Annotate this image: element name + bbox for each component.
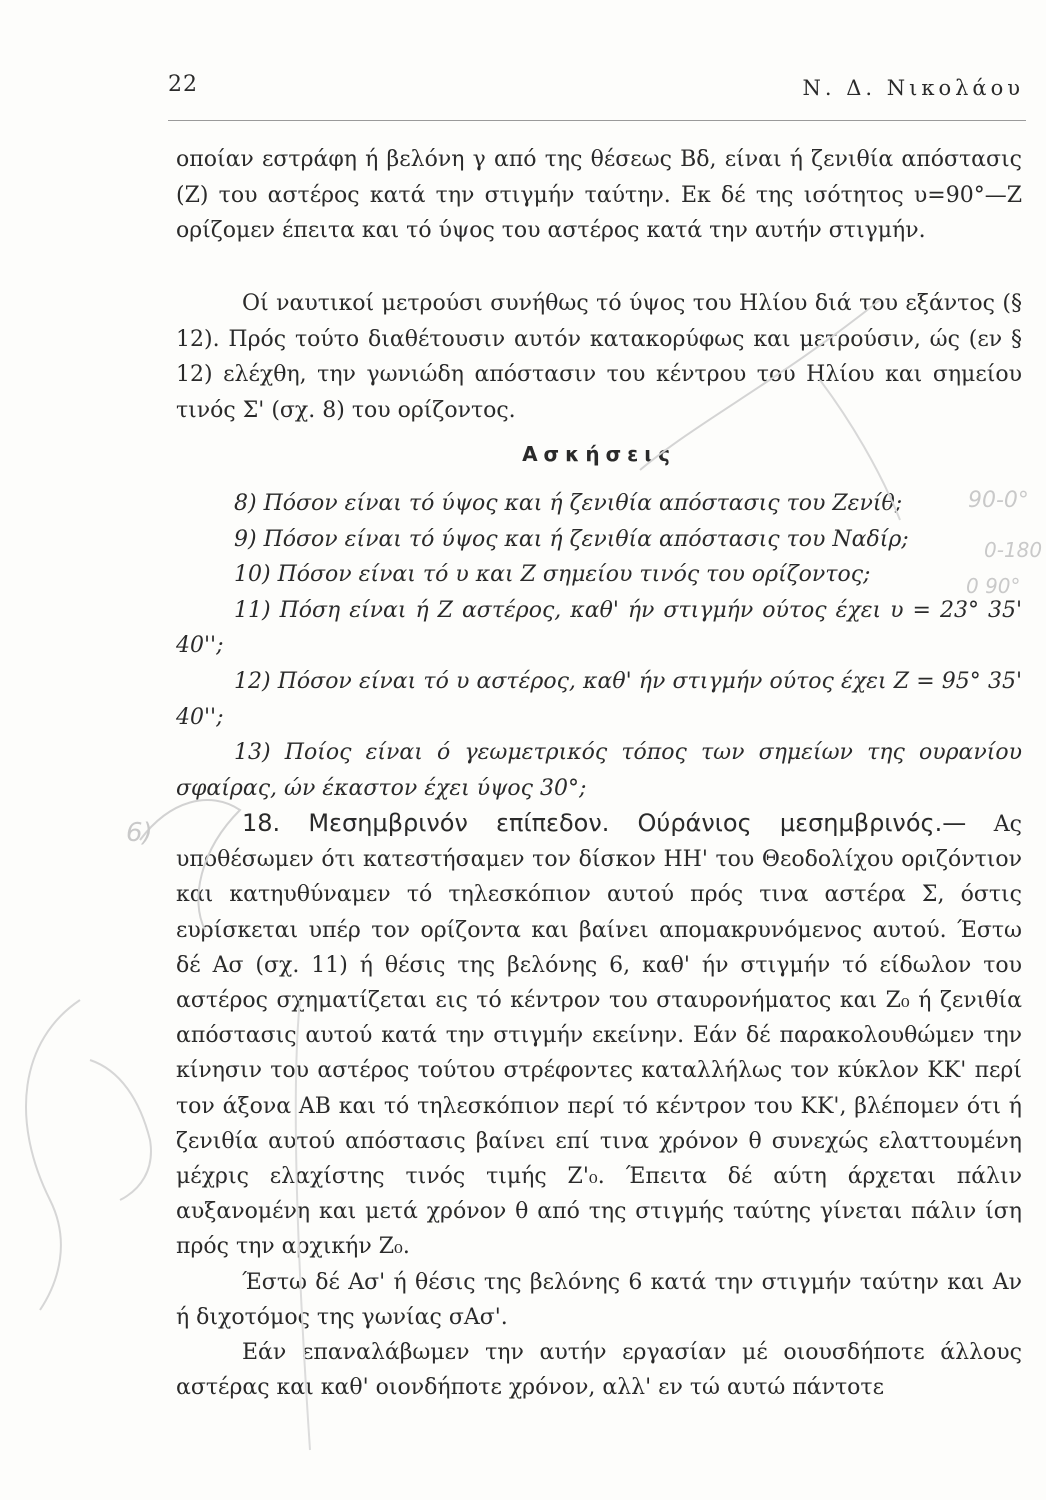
exercise-item: 13) Ποίος είναι ό γεωμετρικός τόπος των σημείων της ουρανίου σφαίρας, ών έκαστον έχει ύψος 30°; [176,740,1022,801]
margin-note: 90-0° [968,488,1029,513]
body-paragraph-2 [176,286,1022,428]
exercise-item: 12) Πόσον είναι τό υ αστέρος, καθ' ήν στιγμήν ούτος έχει Ζ = 95° 35' 40''; [176,668,1022,730]
exercises-heading: Ασκήσεις [522,442,676,466]
exercises-list [176,486,1022,806]
author-name: Ν. Δ. Νικολάου [802,76,1024,100]
pencil-face-outline [90,1060,151,1200]
page-number: 22 [168,72,198,97]
header-rule [168,120,1026,121]
body-paragraph-1 [176,142,1022,249]
margin-note: 0-180 [984,538,1043,562]
paragraph-text: οποίαν εστράφη ή βελόνη γ από της θέσεως Βδ, είναι ή ζενιθία απόστασις (Ζ) του αστέρος κατά την στιγμήν ταύτην. Εκ δέ της ισότητος υ=90°—Ζ ορίζομεν έπειτα και τό ύψος του αστέρος κατά την αυτήν στιγμήν. [176,147,1022,244]
section-paragraph-3: Εάν επαναλάβωμεν την αυτήν εργασίαν μέ οιουσδήποτε άλλους αστέρας και καθ' οιονδήποτε χρόνον, αλλ' εν τώ αυτώ πάντοτε [176,1340,1022,1401]
running-head [168,72,1028,106]
margin-note: 0 90° [966,574,1021,598]
section-title: 18. Μεσημβρινόν επίπεδον. Ούράνιος μεσημβρινός.— [242,809,967,837]
section-paragraph-2: Έστω δέ Ασ' ή θέσις της βελόνης 6 κατά την στιγμήν ταύτην και Αν ή διχοτόμος της γωνίας σΑσ'. [176,1269,1022,1330]
section-18 [176,806,1022,1405]
exercise-item: 10) Πόσον είναι τό υ και Ζ σημείου τινός του ορίζοντος; [234,562,871,588]
exercise-item: 8) Πόσον είναι τό ύψος και ή ζενιθία απόστασις του Ζενίθ; [234,491,903,516]
paragraph-text: Οί ναυτικοί μετρούσι συνήθως τό ύψος του Ηλίου διά του εξάντος (§ 12). Πρός τούτο διαθέτουσιν αυτόν κατακορύφως και μετρούσιν, ώς (εν § 12) ελέχθη, την γωνιώδη απόστασιν του κέντρου του Ηλίου και σημείου τινός Σ' (σχ. 8) του ορίζοντος. [176,291,1022,423]
pencil-face-outline [26,1000,80,1310]
exercise-item: 11) Πόση είναι ή Ζ αστέρος, καθ' ήν στιγμήν ούτος έχει υ = 23° 35' 40''; [176,597,1022,659]
exercise-item: 9) Πόσον είναι τό ύψος και ή ζενιθία απόστασις του Ναδίρ; [234,526,909,552]
section-paragraph-1: Ας υποθέσωμεν ότι κατεστήσαμεν τον δίσκον ΗΗ' του Θεοδολίχου οριζόντιον και κατηυθύναμεν τό τηλεσκόπιον αυτού πρός τινα αστέρα Σ, όστις ευρίσκεται υπέρ τον ορίζοντα και βαίνει απομακρυνόμενος αυτού. Έστω δέ Ασ (σχ. 11) ή θέσις της βελόνης 6, καθ' ήν στιγμήν τό είδωλον του αστέρος σχηματίζεται εις τό κέντρον του σταυρονήματος και Ζ₀ ή ζενιθία απόστασις αυτού κατά την στιγμήν εκείνην. Εάν δέ παρακολουθώμεν την κίνησιν του αστέρος τούτου στρέφοντες καταλλήλως τον κύκλον ΚΚ' περί τον άξονα ΑΒ και τό τηλεσκόπιον περί τό κέντρον του ΚΚ', βλέπομεν ότι ή ζενιθία αυτού απόστασις βαίνει επί τινα χρόνον θ συνεχώς ελαττουμένη μέχρις ελαχίστης τινός τιμής Ζ'₀. Έπειτα δέ αύτη άρχεται πάλιν αυξανομένη και μετά χρόνον θ από της στιγμής ταύτης γίνεται πάλιν ίση πρός την αρχικήν Ζ₀. [176,812,1022,1260]
margin-note: 6) [126,818,153,848]
